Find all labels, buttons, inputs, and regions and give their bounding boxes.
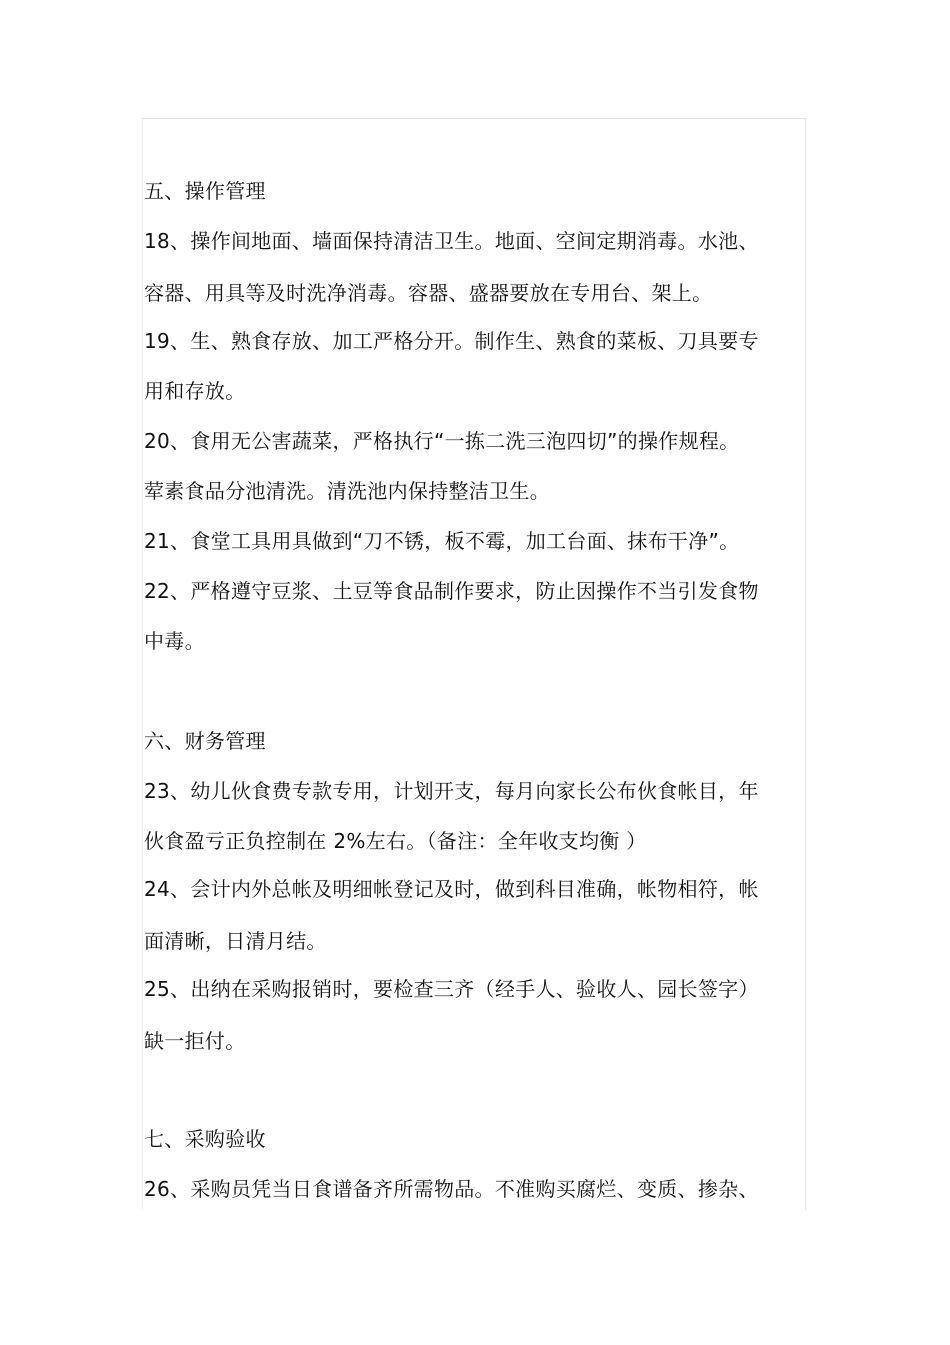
section-heading-operations: 五、操作管理: [144, 179, 266, 203]
paragraph-line: 22、严格遵守豆浆、土豆等食品制作要求，防止因操作不当引发食物: [144, 579, 759, 603]
paragraph-line: 用和存放。: [144, 379, 246, 403]
paragraph-line: 缺一拒付。: [144, 1029, 246, 1053]
paragraph-line: 24、会计内外总帐及明细帐登记及时，做到科目准确，帐物相符，帐: [144, 877, 759, 901]
paragraph-line: 荤素食品分池清洗。清洗池内保持整洁卫生。: [144, 479, 550, 503]
paragraph-line: 19、生、熟食存放、加工严格分开。制作生、熟食的菜板、刀具要专: [144, 329, 759, 353]
paragraph-line: 中毒。: [144, 629, 205, 653]
paragraph-line: 21、食堂工具用具做到“刀不锈，板不霉，加工台面、抹布干净”。: [144, 529, 740, 553]
paragraph-line: 伙食盈亏正负控制在 2%左右。（备注：全年收支均衡 ）: [144, 829, 647, 853]
paragraph-line: 23、幼儿伙食费专款专用，计划开支，每月向家长公布伙食帐目，年: [144, 779, 759, 803]
paragraph-line: 18、操作间地面、墙面保持清洁卫生。地面、空间定期消毒。水池、: [144, 229, 759, 253]
paragraph-line: 20、食用无公害蔬菜，严格执行“一拣二洗三泡四切”的操作规程。: [144, 429, 740, 453]
paragraph-line: 25、出纳在采购报销时，要检查三齐（经手人、验收人、园长签字）: [144, 977, 759, 1001]
section-heading-finance: 六、财务管理: [144, 729, 266, 753]
paragraph-line: 面清晰，日清月结。: [144, 929, 327, 953]
paragraph-line: 容器、用具等及时洗净消毒。容器、盛器要放在专用台、架上。: [144, 281, 713, 305]
section-heading-procurement: 七、采购验收: [144, 1127, 266, 1151]
paragraph-line: 26、采购员凭当日食谱备齐所需物品。不准购买腐烂、变质、掺杂、: [144, 1177, 759, 1201]
